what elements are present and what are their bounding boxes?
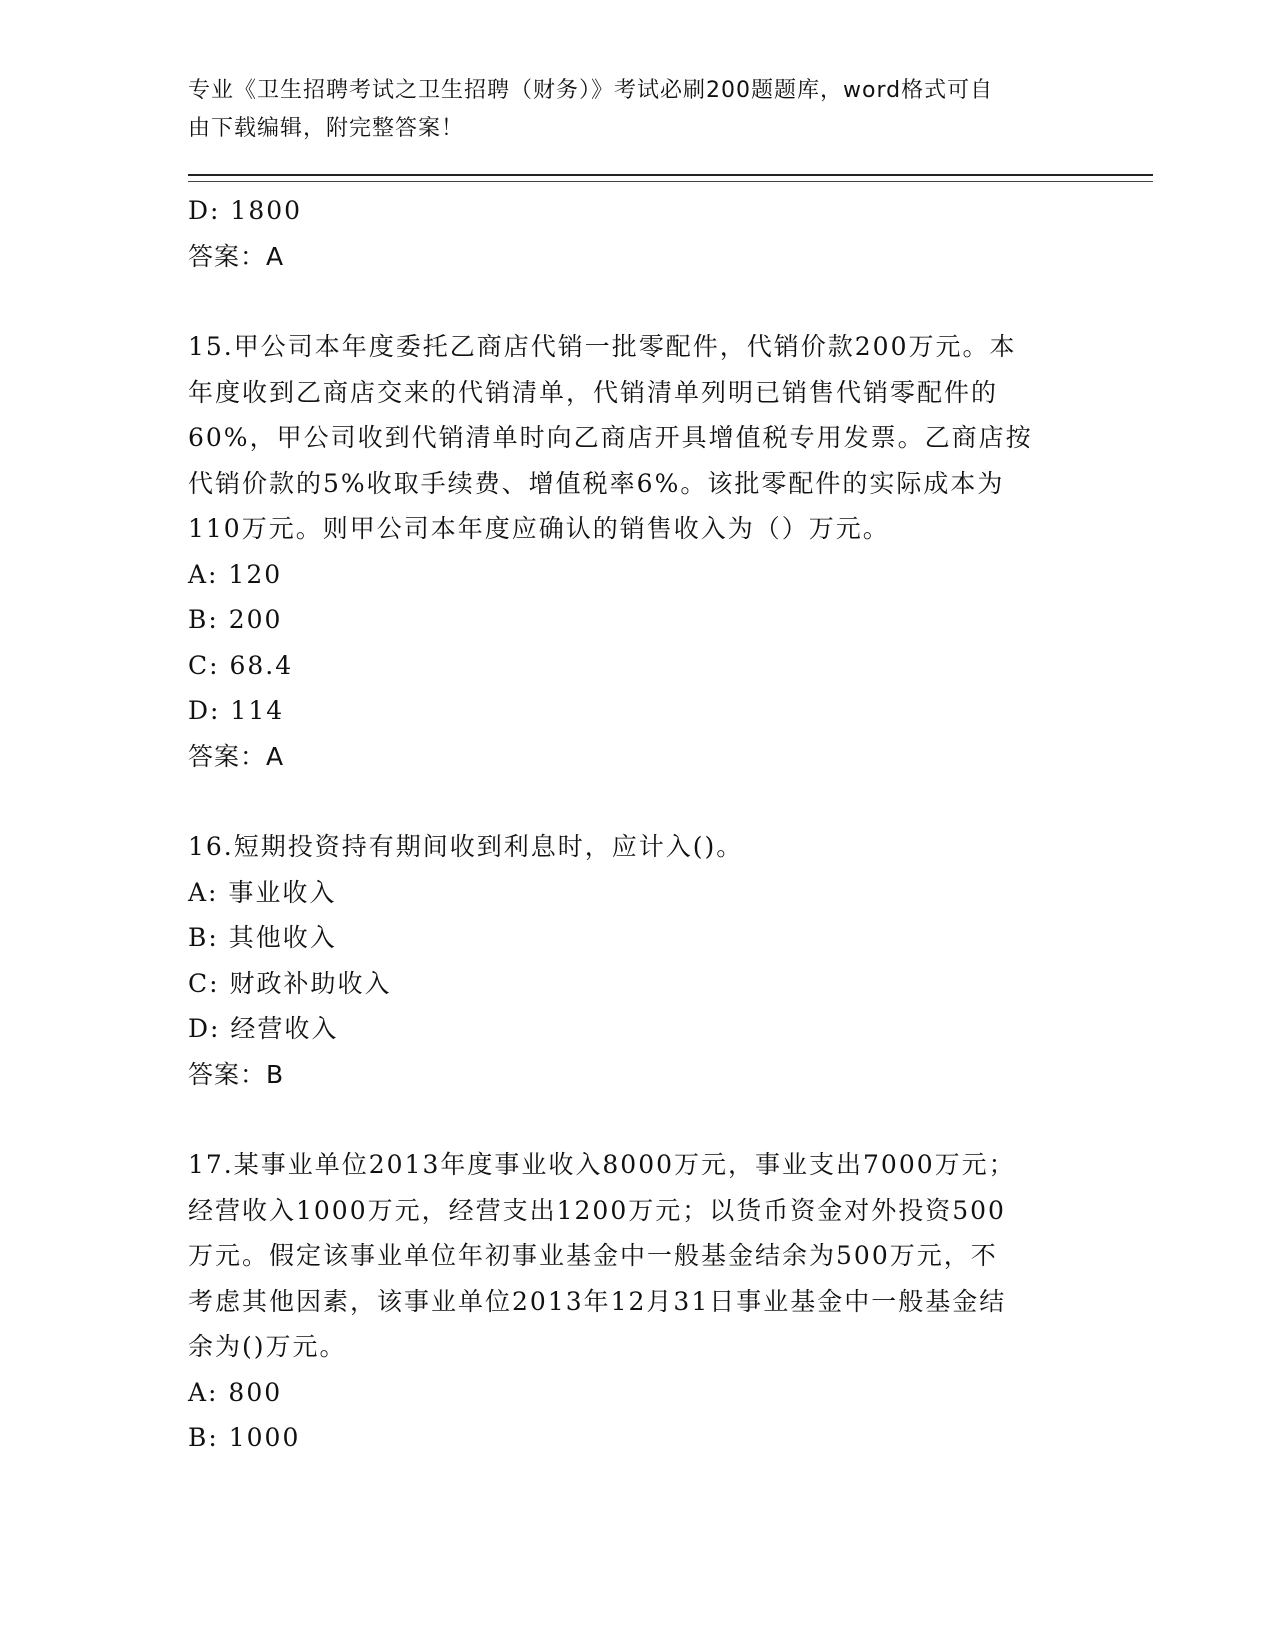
question-text-line: 经营收入1000万元，经营支出1200万元；以货币资金对外投资500 [188,1195,1006,1225]
header-title-line-2: 由下载编辑，附完整答案！ [188,116,465,141]
answer-line: 答案：A [188,241,285,271]
header-divider-thin [188,181,1153,182]
option-c: C: 68.4 [188,650,294,680]
question-text-line: 110万元。则甲公司本年度应确认的销售收入为（）万元。 [188,514,890,543]
option-b: B: 1000 [188,1423,301,1452]
question-text-line: 17.某事业单位2013年度事业收入8000万元，事业支出7000万元； [188,1150,1016,1179]
option-b: B: 200 [188,605,283,634]
previous-question-tail [188,188,1088,279]
question-text-line: 代销价款的5%收取手续费、增值税率6%。该批零配件的实际成本为 [188,468,1005,498]
question-text-line: 余为()万元。 [188,1332,347,1361]
question-text-line: 年度收到乙商店交来的代销清单，代销清单列明已销售代销零配件的 [188,377,999,407]
question-text-line: 考虑其他因素，该事业单位2013年12月31日事业基金中一般基金结 [188,1286,1007,1316]
option-c: C: 财政补助收入 [188,968,392,998]
option-d: D: 经营收入 [188,1014,339,1043]
answer-line: 答案：A [188,741,285,771]
question-text-line: 万元。假定该事业单位年初事业基金中一般基金结余为500万元，不 [188,1241,998,1270]
option-b: B: 其他收入 [188,923,337,952]
question-17 [188,1142,1088,1461]
header-title-line-1: 专业《卫生招聘考试之卫生招聘（财务）》考试必刷200题题库，word格式可自 [188,78,994,103]
option-a: A: 120 [188,559,283,589]
header-divider-thick [188,174,1153,176]
question-15 [188,324,1088,779]
question-text-line: 16.短期投资持有期间收到利息时，应计入()。 [188,832,744,861]
option-a: A: 事业收入 [188,877,337,907]
option-a: A: 800 [188,1377,283,1407]
option-d: D: 114 [188,696,285,725]
question-text-line: 15.甲公司本年度委托乙商店代销一批零配件，代销价款200万元。本 [188,332,1017,361]
question-16 [188,824,1088,1097]
question-text [188,1142,1068,1370]
question-text [188,324,1068,552]
question-text [188,824,1068,870]
option-d: D: 1800 [188,196,303,225]
document-header [188,72,1088,148]
question-text-line: 60%，甲公司收到代销清单时向乙商店开具增值税专用发票。乙商店按 [188,423,1033,452]
answer-line: 答案：B [188,1059,285,1089]
question-content [188,188,1088,1461]
